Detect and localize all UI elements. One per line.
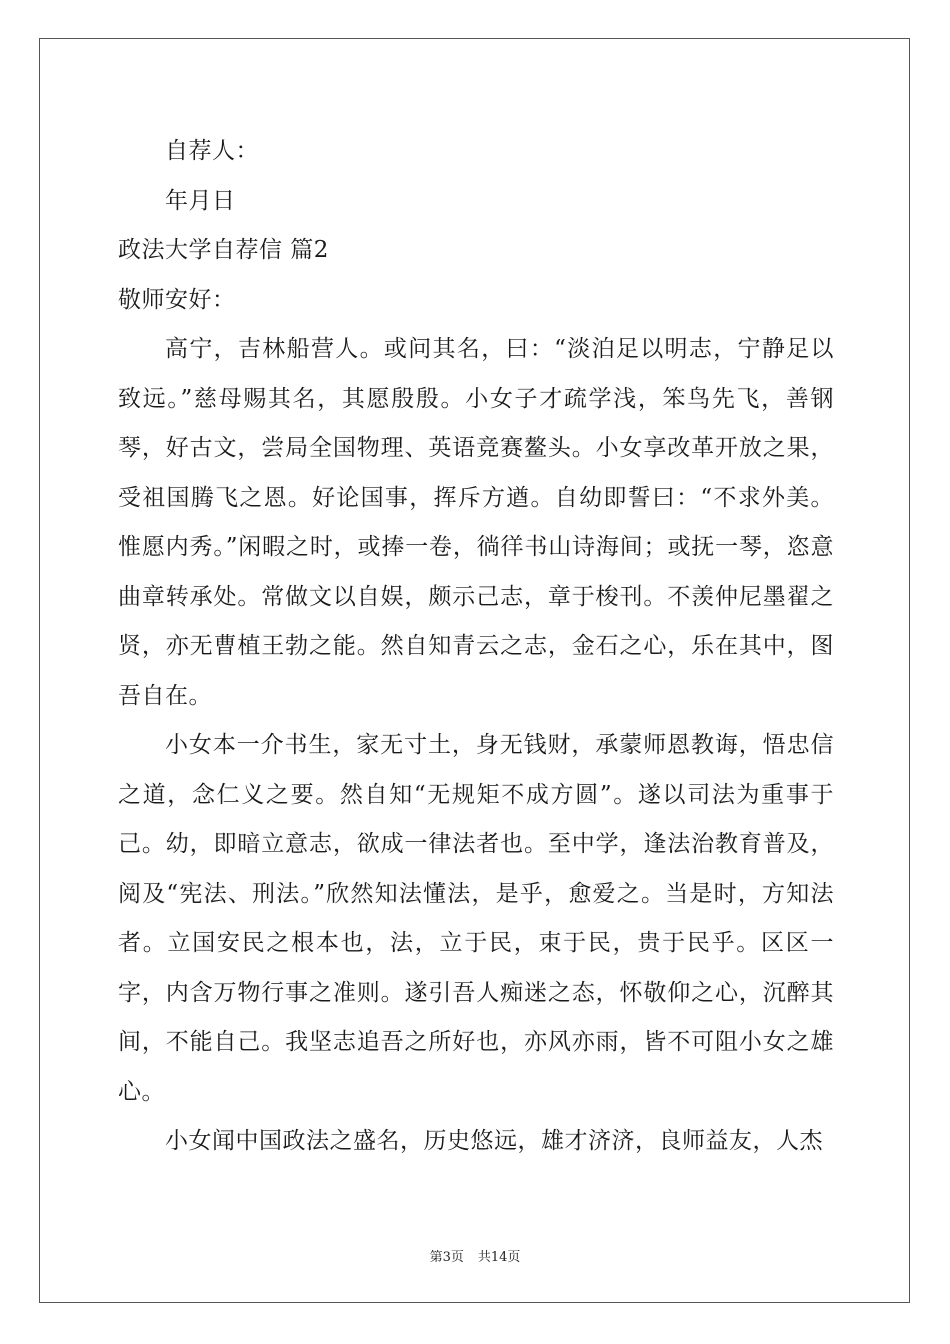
page-footer — [0, 1246, 950, 1265]
page-number: 第3页 — [429, 1250, 464, 1265]
signer-label: 自荐人： — [165, 138, 259, 164]
page-total: 共14页 — [477, 1250, 521, 1265]
paragraph: 小女闻中国政法之盛名，历史悠远，雄才济济，良师益友，人杰 — [165, 1128, 823, 1154]
paragraph: 小女本一介书生，家无寸土，身无钱财，承蒙师恩教诲，悟忠信之道，念仁义之要。然自知“无规矩不成方圆”。遂以司法为重事于己。幼，即暗立意志，欲成一律法者也。至中学，逢法治教育普及，阅及“宪法、刑法。”欣然知法懂法，是乎，愈爱之。当是时，方知法者。立国安民之根本也，法，立于民，束于民，贵于民乎。区区一字，内含万物行事之准则。遂引吾人痴迷之态，怀敬仰之心，沉醉其间，不能自己。我坚志追吾之所好也，亦风亦雨，皆不可阻小女之雄心。 — [118, 732, 834, 1105]
paragraph: 高宁，吉林船营人。或问其名，曰：“淡泊足以明志，宁静足以致远。”慈母赐其名，其愿殷殷。小女子才疏学浅，笨鸟先飞，善钢琴，好古文，尝局全国物理、英语竞赛鳌头。小女享改革开放之果，受祖国腾飞之恩。好论国事，挥斥方遒。自幼即誓曰：“不求外美。惟愿内秀。”闲暇之时，或捧一卷，徜徉书山诗海间；或抚一琴，恣意曲章转承处。常做文以自娱，颇示己志，章于梭刊。不羡仲尼墨翟之贤，亦无曹植王勃之能。然自知青云之志，金石之心，乐在其中，图吾自在。 — [118, 336, 834, 709]
section-title: 政法大学自荐信 篇2 — [118, 237, 329, 263]
date-label: 年月日 — [165, 187, 236, 214]
document-body — [118, 127, 834, 1167]
salutation: 敬师安好： — [118, 286, 236, 313]
